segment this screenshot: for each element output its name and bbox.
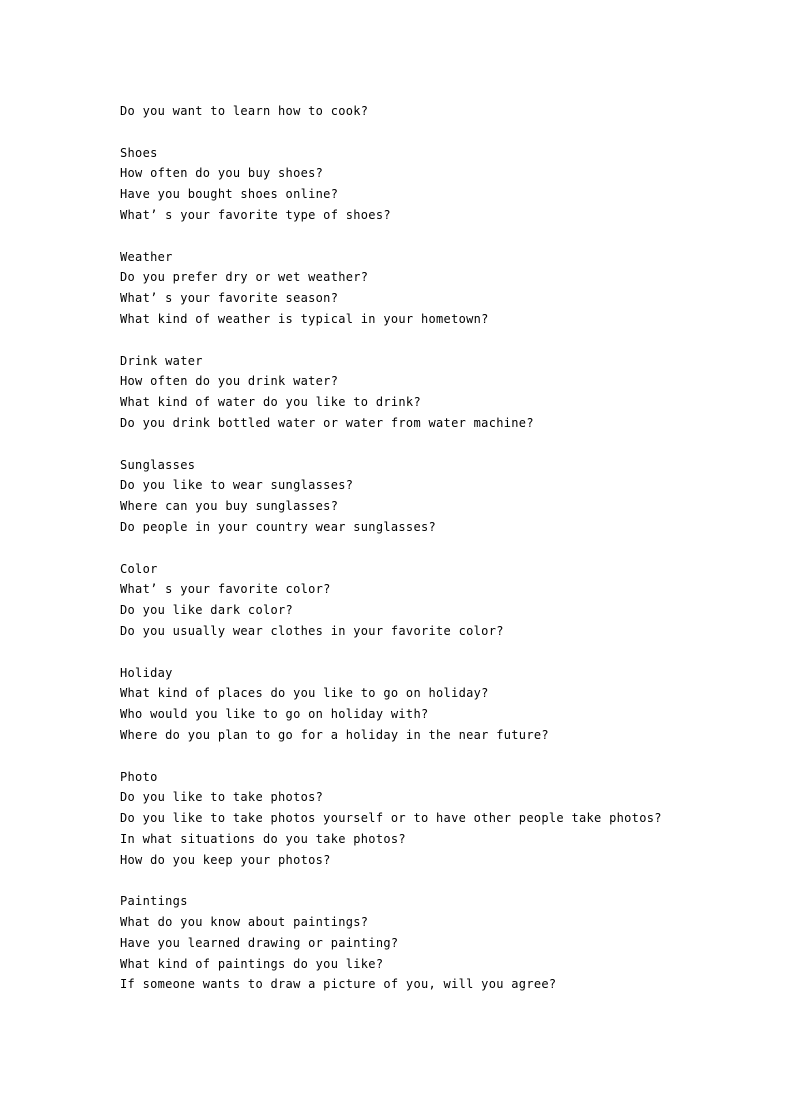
- topic-sections: [120, 143, 760, 996]
- question-line: Do people in your country wear sunglasses?: [120, 519, 437, 534]
- topic-section: [120, 455, 760, 538]
- question-line: How often do you buy shoes?: [120, 166, 324, 181]
- topic-heading: Photo: [120, 769, 158, 784]
- question-line: Where do you plan to go for a holiday in the near future?: [120, 727, 549, 742]
- topic-heading: Shoes: [120, 145, 158, 160]
- intro-question: Do you want to learn how to cook?: [120, 104, 369, 118]
- question-line: What’ s your favorite color?: [120, 582, 331, 597]
- question-line: Do you like to wear sunglasses?: [120, 478, 354, 493]
- topic-section: [120, 663, 760, 746]
- topic-heading: Paintings: [120, 894, 188, 909]
- document-page: [120, 101, 760, 995]
- topic-section: [120, 247, 760, 330]
- topic-heading: Holiday: [120, 665, 173, 680]
- question-line: What kind of places do you like to go on holiday?: [120, 686, 489, 701]
- topic-section: [120, 143, 760, 226]
- question-line: How do you keep your photos?: [120, 852, 331, 867]
- question-line: What kind of water do you like to drink?: [120, 395, 421, 410]
- question-line: Do you like dark color?: [120, 603, 294, 618]
- question-line: What kind of paintings do you like?: [120, 956, 384, 971]
- topic-section: [120, 767, 760, 871]
- question-line: Have you bought shoes online?: [120, 187, 339, 202]
- question-line: In what situations do you take photos?: [120, 831, 406, 846]
- question-line: Where can you buy sunglasses?: [120, 499, 339, 514]
- topic-section: [120, 351, 760, 434]
- question-line: What kind of weather is typical in your hometown?: [120, 311, 489, 326]
- question-line: What’ s your favorite season?: [120, 291, 339, 306]
- question-line: If someone wants to draw a picture of you, will you agree?: [120, 977, 557, 992]
- topic-heading: Weather: [120, 249, 173, 264]
- question-line: Have you learned drawing or painting?: [120, 935, 399, 950]
- question-line: What do you know about paintings?: [120, 915, 369, 930]
- question-line: Who would you like to go on holiday with?: [120, 707, 429, 722]
- question-line: What’ s your favorite type of shoes?: [120, 207, 391, 222]
- question-line: How often do you drink water?: [120, 374, 339, 389]
- question-line: Do you like to take photos?: [120, 790, 324, 805]
- topic-heading: Color: [120, 561, 158, 576]
- question-line: Do you like to take photos yourself or to have other people take photos?: [120, 811, 662, 826]
- topic-heading: Sunglasses: [120, 457, 196, 472]
- question-line: Do you drink bottled water or water from water machine?: [120, 415, 534, 430]
- question-line: Do you usually wear clothes in your favorite color?: [120, 623, 504, 638]
- topic-section: [120, 891, 760, 995]
- topic-heading: Drink water: [120, 353, 203, 368]
- question-line: Do you prefer dry or wet weather?: [120, 270, 369, 285]
- topic-section: [120, 559, 760, 642]
